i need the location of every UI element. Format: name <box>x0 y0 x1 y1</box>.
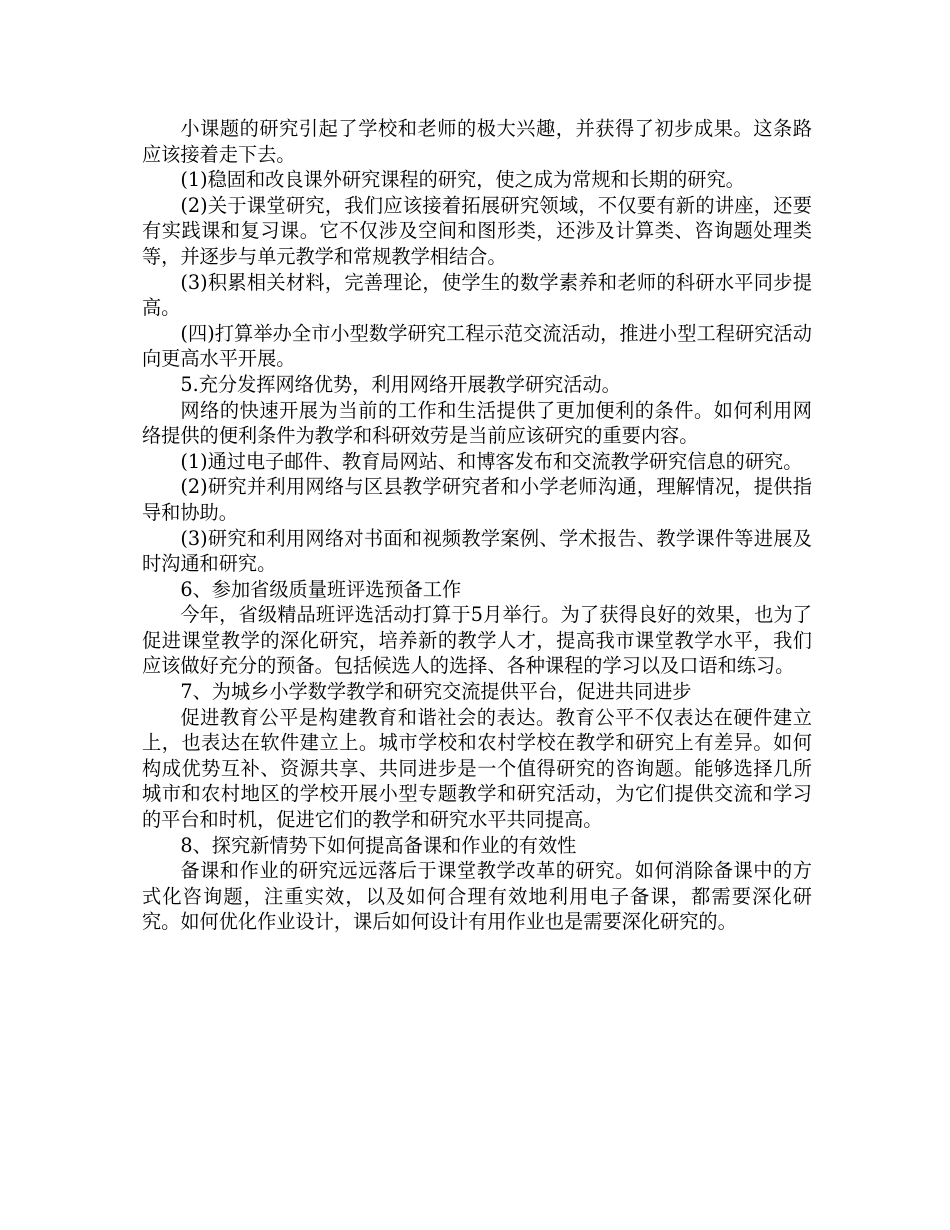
section-heading: 5.充分发挥网络优势，利用网络开展教学研究活动。 <box>180 372 621 396</box>
paragraph: 小课题的研究引起了学校和老师的极大兴趣，并获得了初步成果。这条路应该接着走下去。 <box>142 117 812 166</box>
section-heading: 7、为城乡小学数学教学和研究交流提供平台，促进共同进步 <box>180 680 692 704</box>
paragraph: 促进教育公平是构建教育和谐社会的表达。教育公平不仅表达在硬件建立上，也表达在软件建立上。城市学校和农村学校在教学和研究上有差异。如何构成优势互补、资源共享、共同进步是一个值得研究的咨询题。能够选择几所城市和农村地区的学校开展小型专题教学和研究活动，为它们提供交流和学习的平台和时机，促进它们的教学和研究水平共同提高。 <box>142 705 812 832</box>
paragraph: (3)研究和利用网络对书面和视频教学案例、学术报告、教学课件等进展及时沟通和研究。 <box>142 526 812 576</box>
paragraph: (3)积累相关材料，完善理论，使学生的数学素养和老师的科研水平同步提高。 <box>142 270 812 320</box>
paragraph: (2)关于课堂研究，我们应该接着拓展研究领域，不仅要有新的讲座，还要有实践课和复习课。它不仅涉及空间和图形类，还涉及计算类、咨询题处理类等，并逐步与单元教学和常规教学相结合。 <box>142 193 812 268</box>
paragraph: 网络的快速开展为当前的工作和生活提供了更加便利的条件。如何利用网络提供的便利条件为教学和科研效劳是当前应该研究的重要内容。 <box>142 398 812 448</box>
paragraph: (2)研究并利用网络与区县教学研究者和小学老师沟通，理解情况，提供指导和协助。 <box>142 475 812 524</box>
paragraph: 今年，省级精品班评选活动打算于5月举行。为了获得良好的效果，也为了促进课堂教学的深化研究，培养新的教学人才，提高我市课堂教学水平，我们应该做好充分的预备。包括候选人的选择、各种课程的学习以及口语和练习。 <box>142 603 812 678</box>
paragraph: (1)稳固和改良课外研究课程的研究，使之成为常规和长期的研究。 <box>180 168 745 192</box>
paragraph: 备课和作业的研究远远落后于课堂教学改革的研究。如何消除备课中的方式化咨询题，注重实效，以及如何合理有效地利用电子备课，都需要深化研究。如何优化作业设计，课后如何设计有用作业也是需要深化研究的。 <box>142 859 812 934</box>
section-heading: 8、探究新情势下如何提高备课和作业的有效性 <box>180 833 577 857</box>
section-heading: 6、参加省级质量班评选预备工作 <box>180 577 462 601</box>
paragraph: (四)打算举办全市小型数学研究工程示范交流活动，推进小型工程研究活动向更高水平开展。 <box>142 321 812 371</box>
paragraph: (1)通过电子邮件、教育局网站、和博客发布和交流教学研究信息的研究。 <box>180 449 803 473</box>
document-page <box>142 116 812 935</box>
